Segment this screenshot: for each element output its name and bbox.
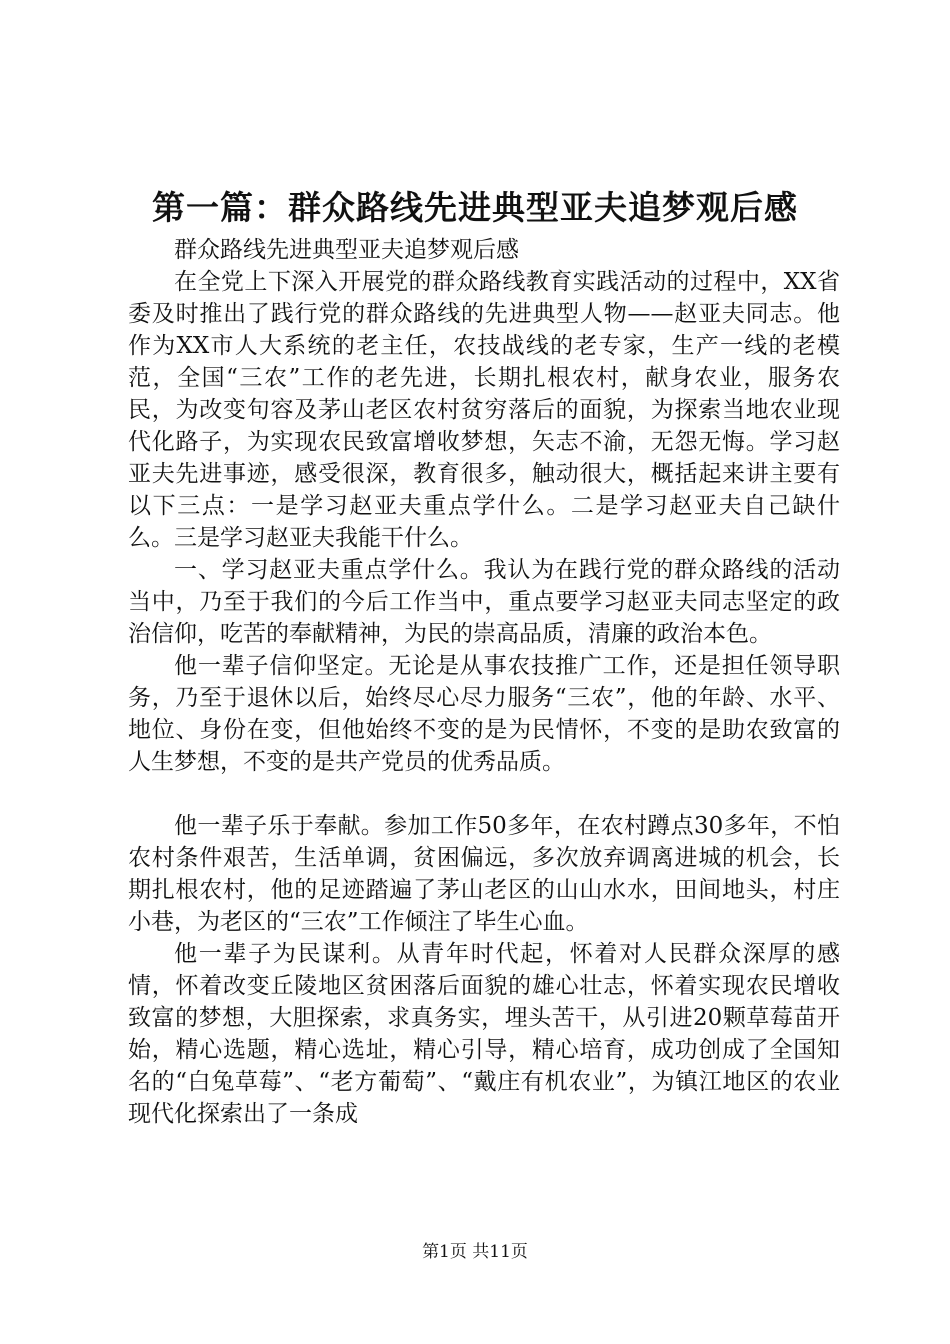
document-title: 第一篇：群众路线先进典型亚夫追梦观后感 xyxy=(152,188,798,227)
document-body xyxy=(128,234,840,1130)
page-number-footer: 第1页 共11页 xyxy=(422,1242,528,1262)
subtitle-paragraph: 群众路线先进典型亚夫追梦观后感 xyxy=(174,237,519,263)
body-paragraph: 一、学习赵亚夫重点学什么。我认为在践行党的群众路线的活动当中，乃至于我们的今后工作当中，重点要学习赵亚夫同志坚定的政治信仰，吃苦的奉献精神，为民的崇高品质，清廉的政治本色。 xyxy=(128,557,840,647)
body-paragraph: 在全党上下深入开展党的群众路线教育实践活动的过程中，XX省委及时推出了践行党的群众路线的先进典型人物——赵亚夫同志。他作为XX市人大系统的老主任，农技战线的老专家，生产一线的老模范，全国“三农”工作的老先进，长期扎根农村，献身农业，服务农民，为改变句容及茅山老区农村贫穷落后的面貌，为探索当地农业现代化路子，为实现农民致富增收梦想，矢志不渝，无怨无悔。学习赵亚夫先进事迹，感受很深，教育很多，触动很大，概括起来讲主要有以下三点：一是学习赵亚夫重点学什么。二是学习赵亚夫自己缺什么。三是学习赵亚夫我能干什么。 xyxy=(128,269,840,551)
body-paragraph: 他一辈子为民谋利。从青年时代起，怀着对人民群众深厚的感情，怀着改变丘陵地区贫困落后面貌的雄心壮志，怀着实现农民增收致富的梦想，大胆探索，求真务实，埋头苦干，从引进20颗草莓苗开始，精心选题，精心选址，精心引导，精心培育，成功创成了全国知名的“白兔草莓”、“老方葡萄”、“戴庄有机农业”，为镇江地区的农业现代化探索出了一条成 xyxy=(128,941,840,1127)
body-paragraph: 他一辈子信仰坚定。无论是从事农技推广工作，还是担任领导职务，乃至于退休以后，始终尽心尽力服务“三农”，他的年龄、水平、地位、身份在变，但他始终不变的是为民情怀，不变的是助农致富的人生梦想，不变的是共产党员的优秀品质。 xyxy=(128,653,840,775)
body-paragraph: 他一辈子乐于奉献。参加工作50多年，在农村蹲点30多年，不怕农村条件艰苦，生活单调，贫困偏远，多次放弃调离进城的机会，长期扎根农村，他的足迹踏遍了茅山老区的山山水水，田间地头，村庄小巷，为老区的“三农”工作倾注了毕生心血。 xyxy=(128,813,840,935)
